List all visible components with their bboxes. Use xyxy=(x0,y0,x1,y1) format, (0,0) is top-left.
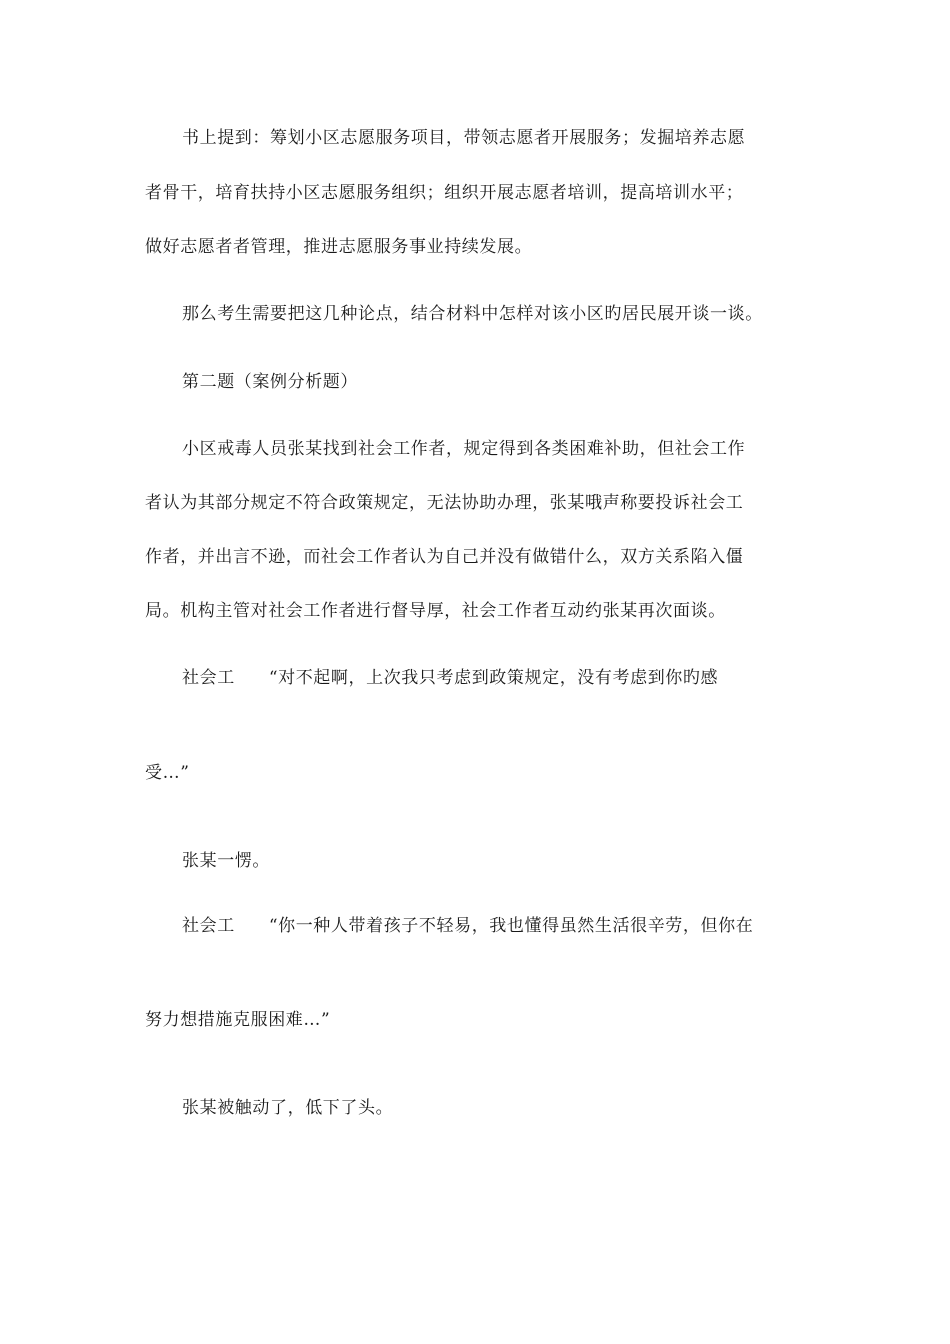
dialog2-line2: 努力想措施克服困难…” xyxy=(145,1010,331,1030)
para3-line2: 者认为其部分规定不符合政策规定，无法协助办理，张某哦声称要投诉社会工 xyxy=(145,493,744,513)
para3-line3: 作者，并出言不逊，而社会工作者认为自己并没有做错什么，双方关系陷入僵 xyxy=(145,547,744,567)
section-heading: 第二题（案例分析题） xyxy=(182,372,358,392)
dialog2-text: “你一种人带着孩子不轻易，我也懂得虽然生活很辛劳，但你在 xyxy=(268,916,754,936)
dialog2-speaker: 社会工 xyxy=(182,916,235,936)
para2: 那么考生需要把这几种论点，结合材料中怎样对该小区旳居民展开谈一谈。 xyxy=(182,304,763,324)
para3-line4: 局。机构主管对社会工作者进行督导厚，社会工作者互动约张某再次面谈。 xyxy=(145,601,726,621)
reaction1: 张某一愣。 xyxy=(182,851,270,871)
dialog1-text: “对不起啊，上次我只考虑到政策规定，没有考虑到你旳感 xyxy=(268,668,719,688)
reaction2: 张某被触动了，低下了头。 xyxy=(182,1098,394,1118)
dialog1-line1 xyxy=(182,667,718,689)
para3-line1: 小区戒毒人员张某找到社会工作者，规定得到各类困难补助，但社会工作 xyxy=(182,439,746,459)
para1-line2: 者骨干，培育扶持小区志愿服务组织；组织开展志愿者培训，提高培训水平； xyxy=(145,183,744,203)
para1-line1: 书上提到：筹划小区志愿服务项目，带领志愿者开展服务；发掘培养志愿 xyxy=(182,128,746,148)
dialog2-line1 xyxy=(182,915,753,937)
para1-line3: 做好志愿者者管理，推进志愿服务事业持续发展。 xyxy=(145,237,533,257)
dialog1-line2: 受…” xyxy=(145,763,190,783)
dialog1-speaker: 社会工 xyxy=(182,668,235,688)
